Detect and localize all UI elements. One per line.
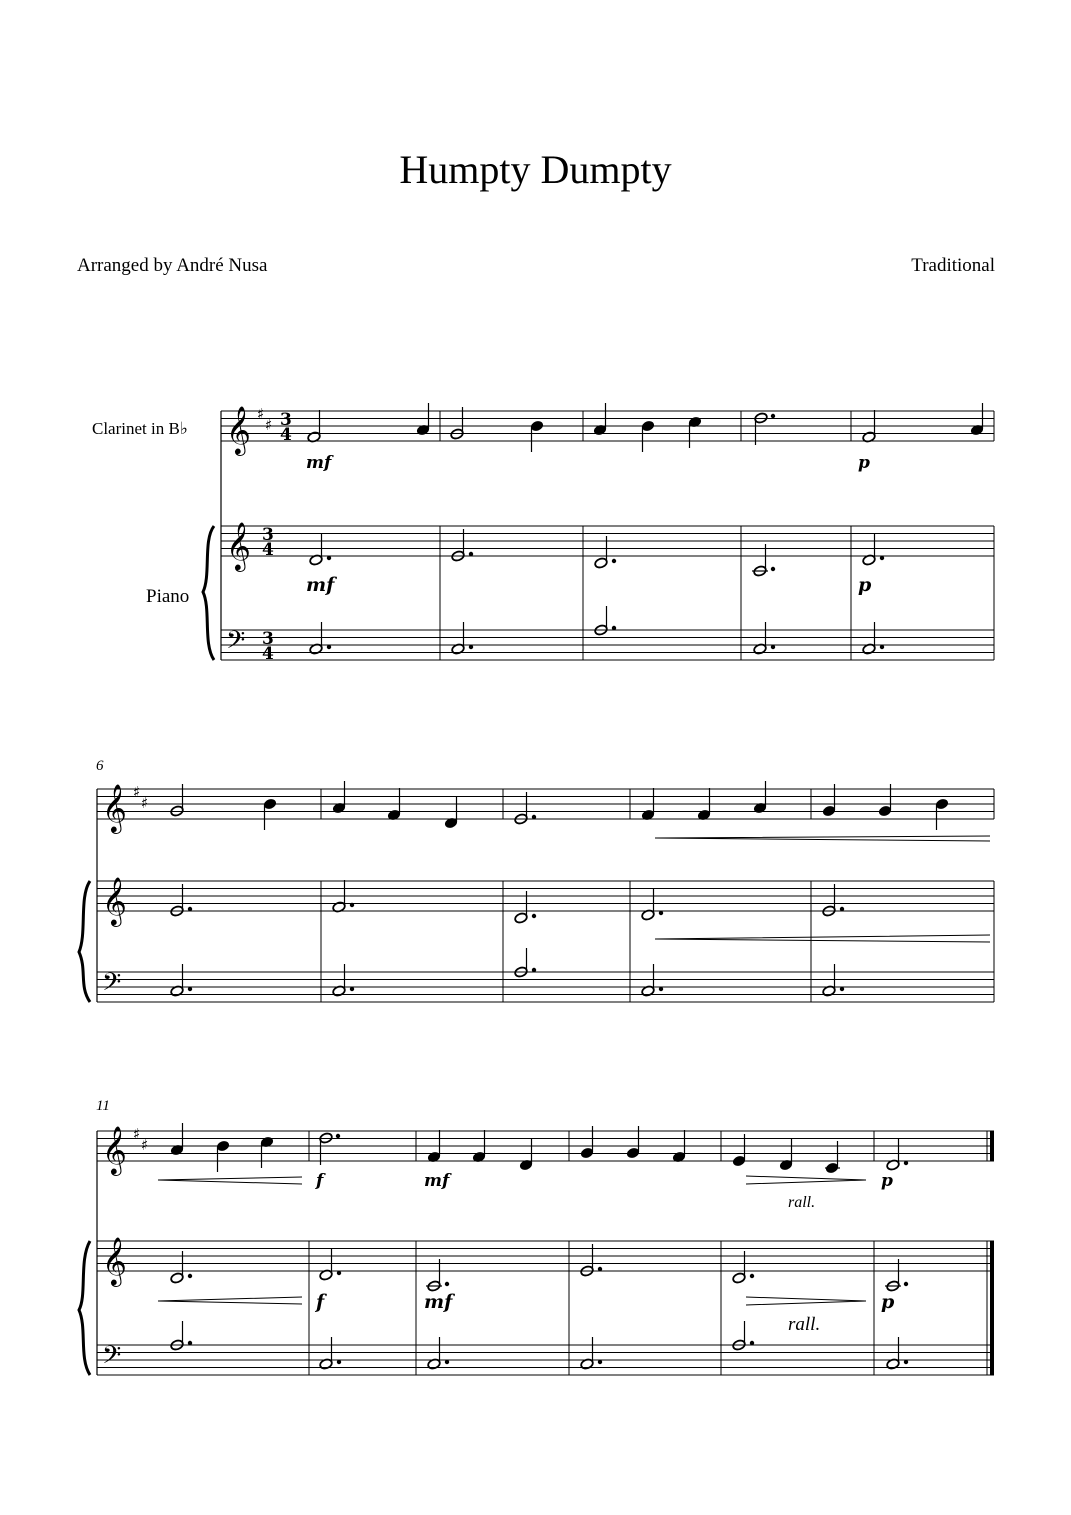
treble-clef-icon: 𝄞 xyxy=(226,405,251,454)
time-sig-top: 3 xyxy=(262,629,274,649)
treble-clef-icon: 𝄞 xyxy=(102,876,127,925)
crescendo-hairpin xyxy=(158,1177,302,1184)
page-title: Humpty Dumpty xyxy=(399,147,672,192)
dynamic-mf: mf xyxy=(306,453,332,473)
piano-treble-staff xyxy=(97,1241,994,1271)
time-sig-bottom: 4 xyxy=(262,540,274,560)
bass-clef-icon: 𝄢 xyxy=(226,626,246,661)
clarinet-notes xyxy=(170,781,949,830)
piano-treble-staff xyxy=(221,526,994,556)
treble-clef-icon: 𝄞 xyxy=(102,1125,127,1174)
dynamic-p: p xyxy=(881,1291,895,1313)
measure-number: 6 xyxy=(96,758,104,774)
piano-label: Piano xyxy=(146,586,190,607)
composer-credit: Traditional xyxy=(911,255,995,276)
sharp-icon: ♯ xyxy=(133,783,141,801)
crescendo-hairpin xyxy=(158,1297,302,1304)
decrescendo-hairpin xyxy=(746,1297,866,1305)
piano-notes xyxy=(170,1244,908,1370)
dynamic-mf: mf xyxy=(424,1171,450,1191)
sharp-icon: ♯ xyxy=(141,794,149,812)
piano-bass-staff xyxy=(221,630,994,660)
dynamic-mf: mf xyxy=(424,1291,453,1313)
clarinet-staff xyxy=(97,1131,994,1161)
piano-bass-staff xyxy=(97,972,994,1002)
clarinet-label: Clarinet in B♭ xyxy=(92,419,188,438)
piano-notes xyxy=(309,529,884,655)
clarinet-staff xyxy=(97,789,994,819)
arranger-credit: Arranged by André Nusa xyxy=(77,255,268,276)
time-sig-top: 3 xyxy=(280,410,292,430)
system-3 xyxy=(79,1098,994,1376)
treble-clef-icon: 𝄞 xyxy=(102,783,127,832)
piano-brace xyxy=(79,1241,90,1375)
bass-clef-icon: 𝄢 xyxy=(102,968,122,1003)
dynamic-f: f xyxy=(316,1291,325,1313)
measure-number: 11 xyxy=(96,1098,110,1114)
system-2 xyxy=(79,758,994,1003)
dynamic-p: p xyxy=(858,574,872,596)
dynamic-mf: mf xyxy=(306,574,335,596)
sharp-icon: ♯ xyxy=(257,405,265,423)
sharp-icon: ♯ xyxy=(265,416,273,434)
piano-brace xyxy=(203,526,214,660)
bass-clef-icon: 𝄢 xyxy=(102,1341,122,1376)
dynamic-p: p xyxy=(858,453,870,473)
decrescendo-hairpin xyxy=(746,1176,866,1184)
dynamic-f: f xyxy=(316,1171,324,1191)
crescendo-hairpin xyxy=(655,836,990,841)
clarinet-staff xyxy=(221,411,994,441)
tempo-marking: rall. xyxy=(788,1194,816,1211)
time-sig-top: 3 xyxy=(262,525,274,545)
crescendo-hairpin xyxy=(655,935,990,942)
system-1 xyxy=(92,403,994,664)
dynamic-p: p xyxy=(881,1171,893,1191)
piano-bass-staff xyxy=(97,1345,994,1375)
piano-treble-staff xyxy=(97,881,994,911)
time-sig-bottom: 4 xyxy=(262,644,274,664)
treble-clef-icon: 𝄞 xyxy=(102,1236,127,1285)
sharp-icon: ♯ xyxy=(133,1125,141,1143)
treble-clef-icon: 𝄞 xyxy=(226,521,251,570)
piano-brace xyxy=(79,881,90,1002)
tempo-marking: rall. xyxy=(788,1314,821,1335)
sharp-icon: ♯ xyxy=(141,1136,149,1154)
time-sig-bottom: 4 xyxy=(280,425,292,445)
clarinet-notes xyxy=(307,403,984,452)
